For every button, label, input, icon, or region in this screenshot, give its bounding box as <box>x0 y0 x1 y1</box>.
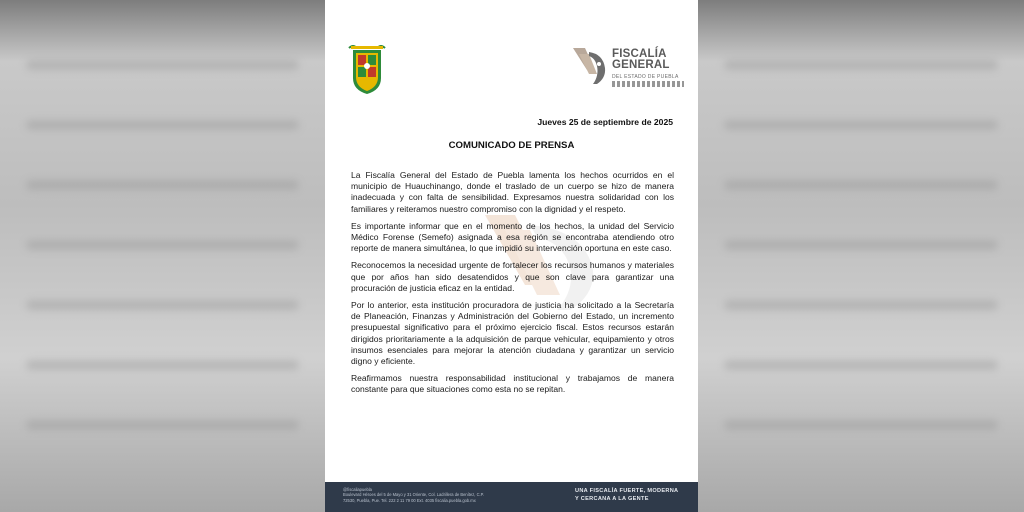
footer-social-handle: @fiscaliapuebla <box>343 487 372 492</box>
press-release-page <box>325 0 698 512</box>
fiscalia-logo-subtitle: DEL ESTADO DE PUEBLA <box>612 74 679 80</box>
fiscalia-logo-title: FISCALÍA GENERAL <box>612 48 670 71</box>
puebla-state-crest-icon <box>347 44 387 96</box>
paragraph: Reafirmamos nuestra responsabilidad institucional y trabajamos de manera constante para que situaciones como esta no se repitan. <box>351 373 674 395</box>
blurred-background-right <box>698 0 1024 512</box>
paragraph: La Fiscalía General del Estado de Puebla lamenta los hechos ocurridos en el municipio de Huauchinango, donde el traslado de un cuerpo se hizo de manera inadecuada y con falta de sensibilidad. Expresamos nuestra solidaridad con los familiares y reiteramos nuestro compromiso con la dignidad y el respeto. <box>351 170 674 214</box>
footer-address: Boulevard Héroes del 5 de Mayo y 31 Oriente, Col. Ladrillera de Benítez, C.P. <box>343 492 485 498</box>
document-date: Jueves 25 de septiembre de 2025 <box>537 117 673 127</box>
blurred-background-left <box>0 0 325 512</box>
page-footer <box>325 482 698 512</box>
decorative-pattern <box>612 81 684 87</box>
document-heading: COMUNICADO DE PRENSA <box>448 140 575 151</box>
paragraph: Es importante informar que en el momento de los hechos, la unidad del Servicio Médico Forense (Semefo) asignada a esa región se encontraba atendiendo otro reporte de manera simultánea, lo que impidió su intervención oportuna en este caso. <box>351 220 674 254</box>
footer-contact <box>343 487 533 503</box>
paragraph: Reconocemos la necesidad urgente de fortalecer los recursos humanos y materiales que por años han sido desatendidos y que son clave para garantizar una procuración de justicia eficaz en la entidad. <box>351 260 674 293</box>
paragraph: Por lo anterior, esta institución procuradora de justicia ha solicitado a la Secretaría de Planeación, Finanzas y Administración del Gobierno del Estado, un incremento presupuestal significativo para el próximo ejercicio fiscal. Estos recursos estarán dirigidos prioritariamente a la adquisición de parque vehicular, equipamiento y otros insumos esenciales para mejorar la atención ciudadana y garantizar un servicio digno y eficiente. <box>351 300 674 367</box>
document-body <box>351 170 674 402</box>
fiscalia-logo <box>569 44 689 96</box>
fiscalia-emblem-icon <box>569 44 611 88</box>
footer-slogan: UNA FISCALÍA FUERTE, MODERNA Y CERCANA A LA GENTE <box>575 488 679 502</box>
footer-phone-web: 72530, Puebla, Pue. Tel. 222 2 11 79 00 Ext. 4035 fiscalia.puebla.gob.mx <box>343 497 476 503</box>
